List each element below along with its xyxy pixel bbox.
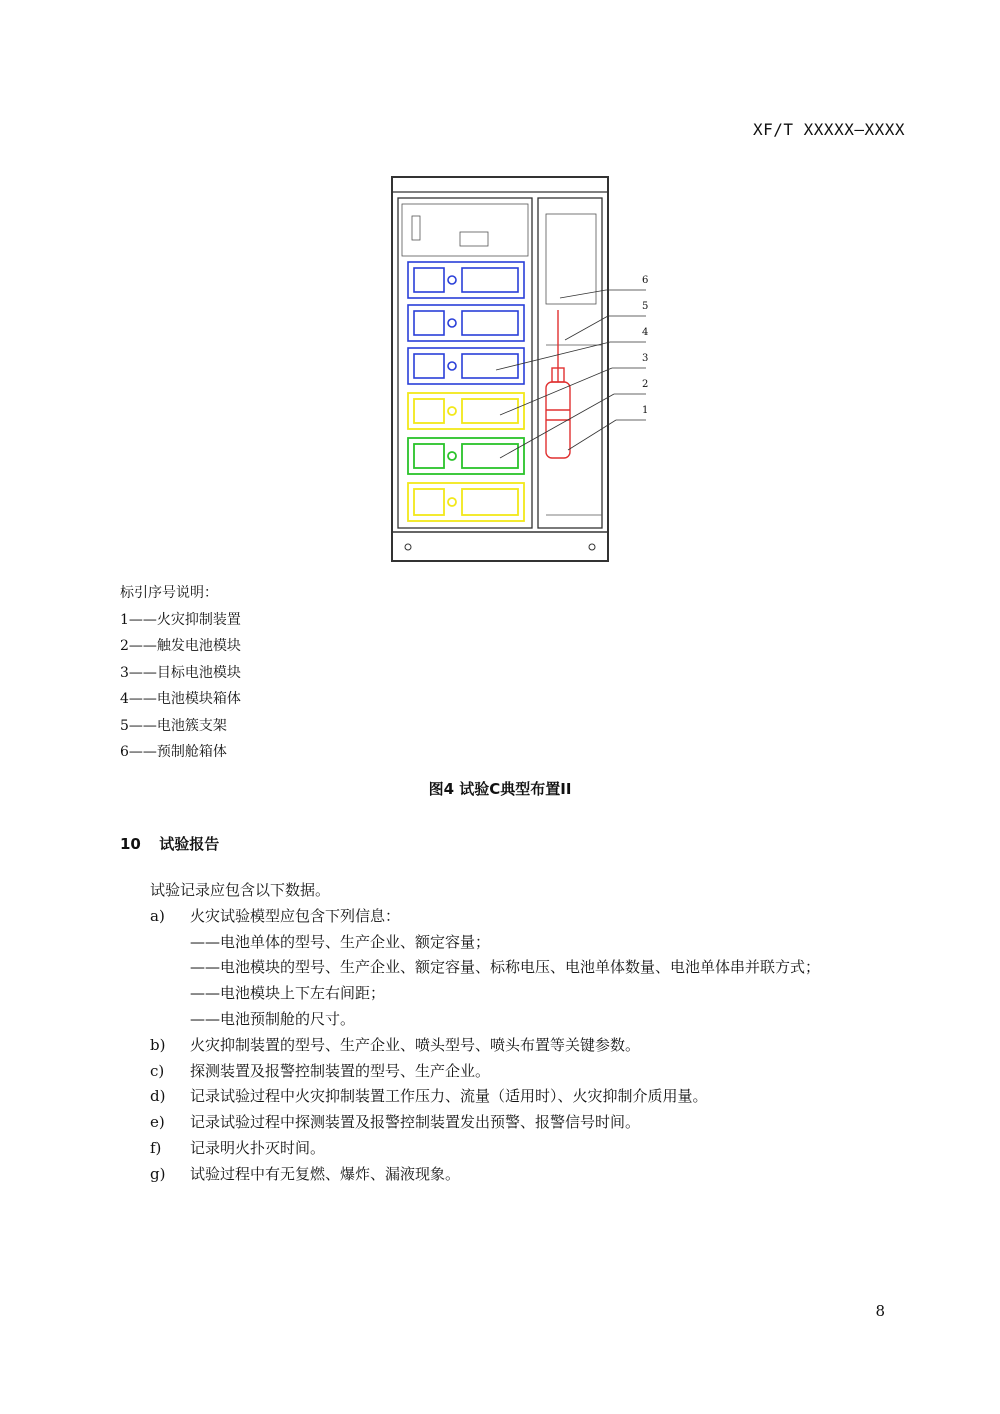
right-compartment xyxy=(538,198,602,528)
callout-5: 5 xyxy=(642,301,649,312)
section-title: 试验报告 xyxy=(159,835,220,853)
item-label: b) xyxy=(150,1035,166,1054)
item-text: 记录试验过程中火灾抑制装置工作压力、流量（适用时）、火灾抑制介质用量。 xyxy=(190,1087,708,1106)
list-item xyxy=(150,1136,930,1162)
item-label: c) xyxy=(150,1061,165,1080)
cabinet-figure xyxy=(370,170,670,570)
fire-suppression-device xyxy=(546,310,570,458)
item-label: a) xyxy=(150,906,165,925)
callout-6: 6 xyxy=(642,275,649,286)
left-rack xyxy=(398,198,532,528)
sub-list-item: ——电池预制舱的尺寸。 xyxy=(190,1009,356,1028)
intro-paragraph: 试验记录应包含以下数据。 xyxy=(150,881,331,899)
list-item xyxy=(150,1059,930,1085)
callout-3: 3 xyxy=(642,353,649,364)
item-text: 记录明火扑灭时间。 xyxy=(190,1138,326,1157)
callout-4: 4 xyxy=(642,327,649,338)
section-number: 10 xyxy=(120,835,141,853)
figure-caption: 图4 试验C典型布置II xyxy=(428,780,572,798)
legend-item: 5——电池簇支架 xyxy=(120,717,227,734)
item-label: f) xyxy=(150,1138,162,1157)
callout-1: 1 xyxy=(642,405,649,416)
list-item xyxy=(150,1162,930,1188)
legend-item: 4——电池模块箱体 xyxy=(120,691,241,707)
legend-title: 标引序号说明： xyxy=(120,585,218,601)
battery-module-1 xyxy=(408,262,524,298)
battery-module-3 xyxy=(408,348,524,384)
legend-item: 6——预制舱箱体 xyxy=(120,744,227,760)
item-text: 火灾试验模型应包含下列信息： xyxy=(190,906,401,925)
battery-module-target-yellow xyxy=(408,393,524,429)
callout-2: 2 xyxy=(642,379,649,390)
item-text: 探测装置及报警控制装置的型号、生产企业。 xyxy=(190,1061,491,1080)
section-heading xyxy=(120,833,219,854)
cabinet-base xyxy=(392,532,608,561)
item-label: g) xyxy=(150,1164,166,1183)
document-code: XF/T XXXXX—XXXX xyxy=(753,120,905,139)
legend-item: 3——目标电池模块 xyxy=(120,664,241,681)
item-text: 记录试验过程中探测装置及报警控制装置发出预警、报警信号时间。 xyxy=(190,1113,641,1132)
list-item xyxy=(150,1110,930,1136)
item-text: 试验过程中有无复燃、爆炸、漏液现象。 xyxy=(190,1164,461,1183)
sub-list-item: ——电池模块上下左右间距； xyxy=(190,984,386,1003)
battery-module-target-yellow-2 xyxy=(408,483,524,521)
sub-list-item: ——电池单体的型号、生产企业、额定容量； xyxy=(190,932,491,951)
legend-item: 2——触发电池模块 xyxy=(120,638,241,654)
page-number: 8 xyxy=(875,1302,885,1320)
list-item xyxy=(150,1084,930,1110)
sub-list-item: ——电池模块的型号、生产企业、额定容量、标称电压、电池单体数量、电池单体串并联方式； xyxy=(190,958,821,977)
figure-legend xyxy=(120,580,241,766)
battery-module-2 xyxy=(408,305,524,341)
section-body xyxy=(150,878,930,1188)
battery-module-trigger-green xyxy=(408,438,524,474)
item-text: 火灾抑制装置的型号、生产企业、喷头型号、喷头布置等关键参数。 xyxy=(190,1035,641,1054)
item-label: e) xyxy=(150,1113,165,1132)
item-label: d) xyxy=(150,1087,166,1106)
list-item xyxy=(150,1033,930,1059)
list-item xyxy=(150,904,930,930)
legend-item: 1——火灾抑制装置 xyxy=(120,611,241,628)
